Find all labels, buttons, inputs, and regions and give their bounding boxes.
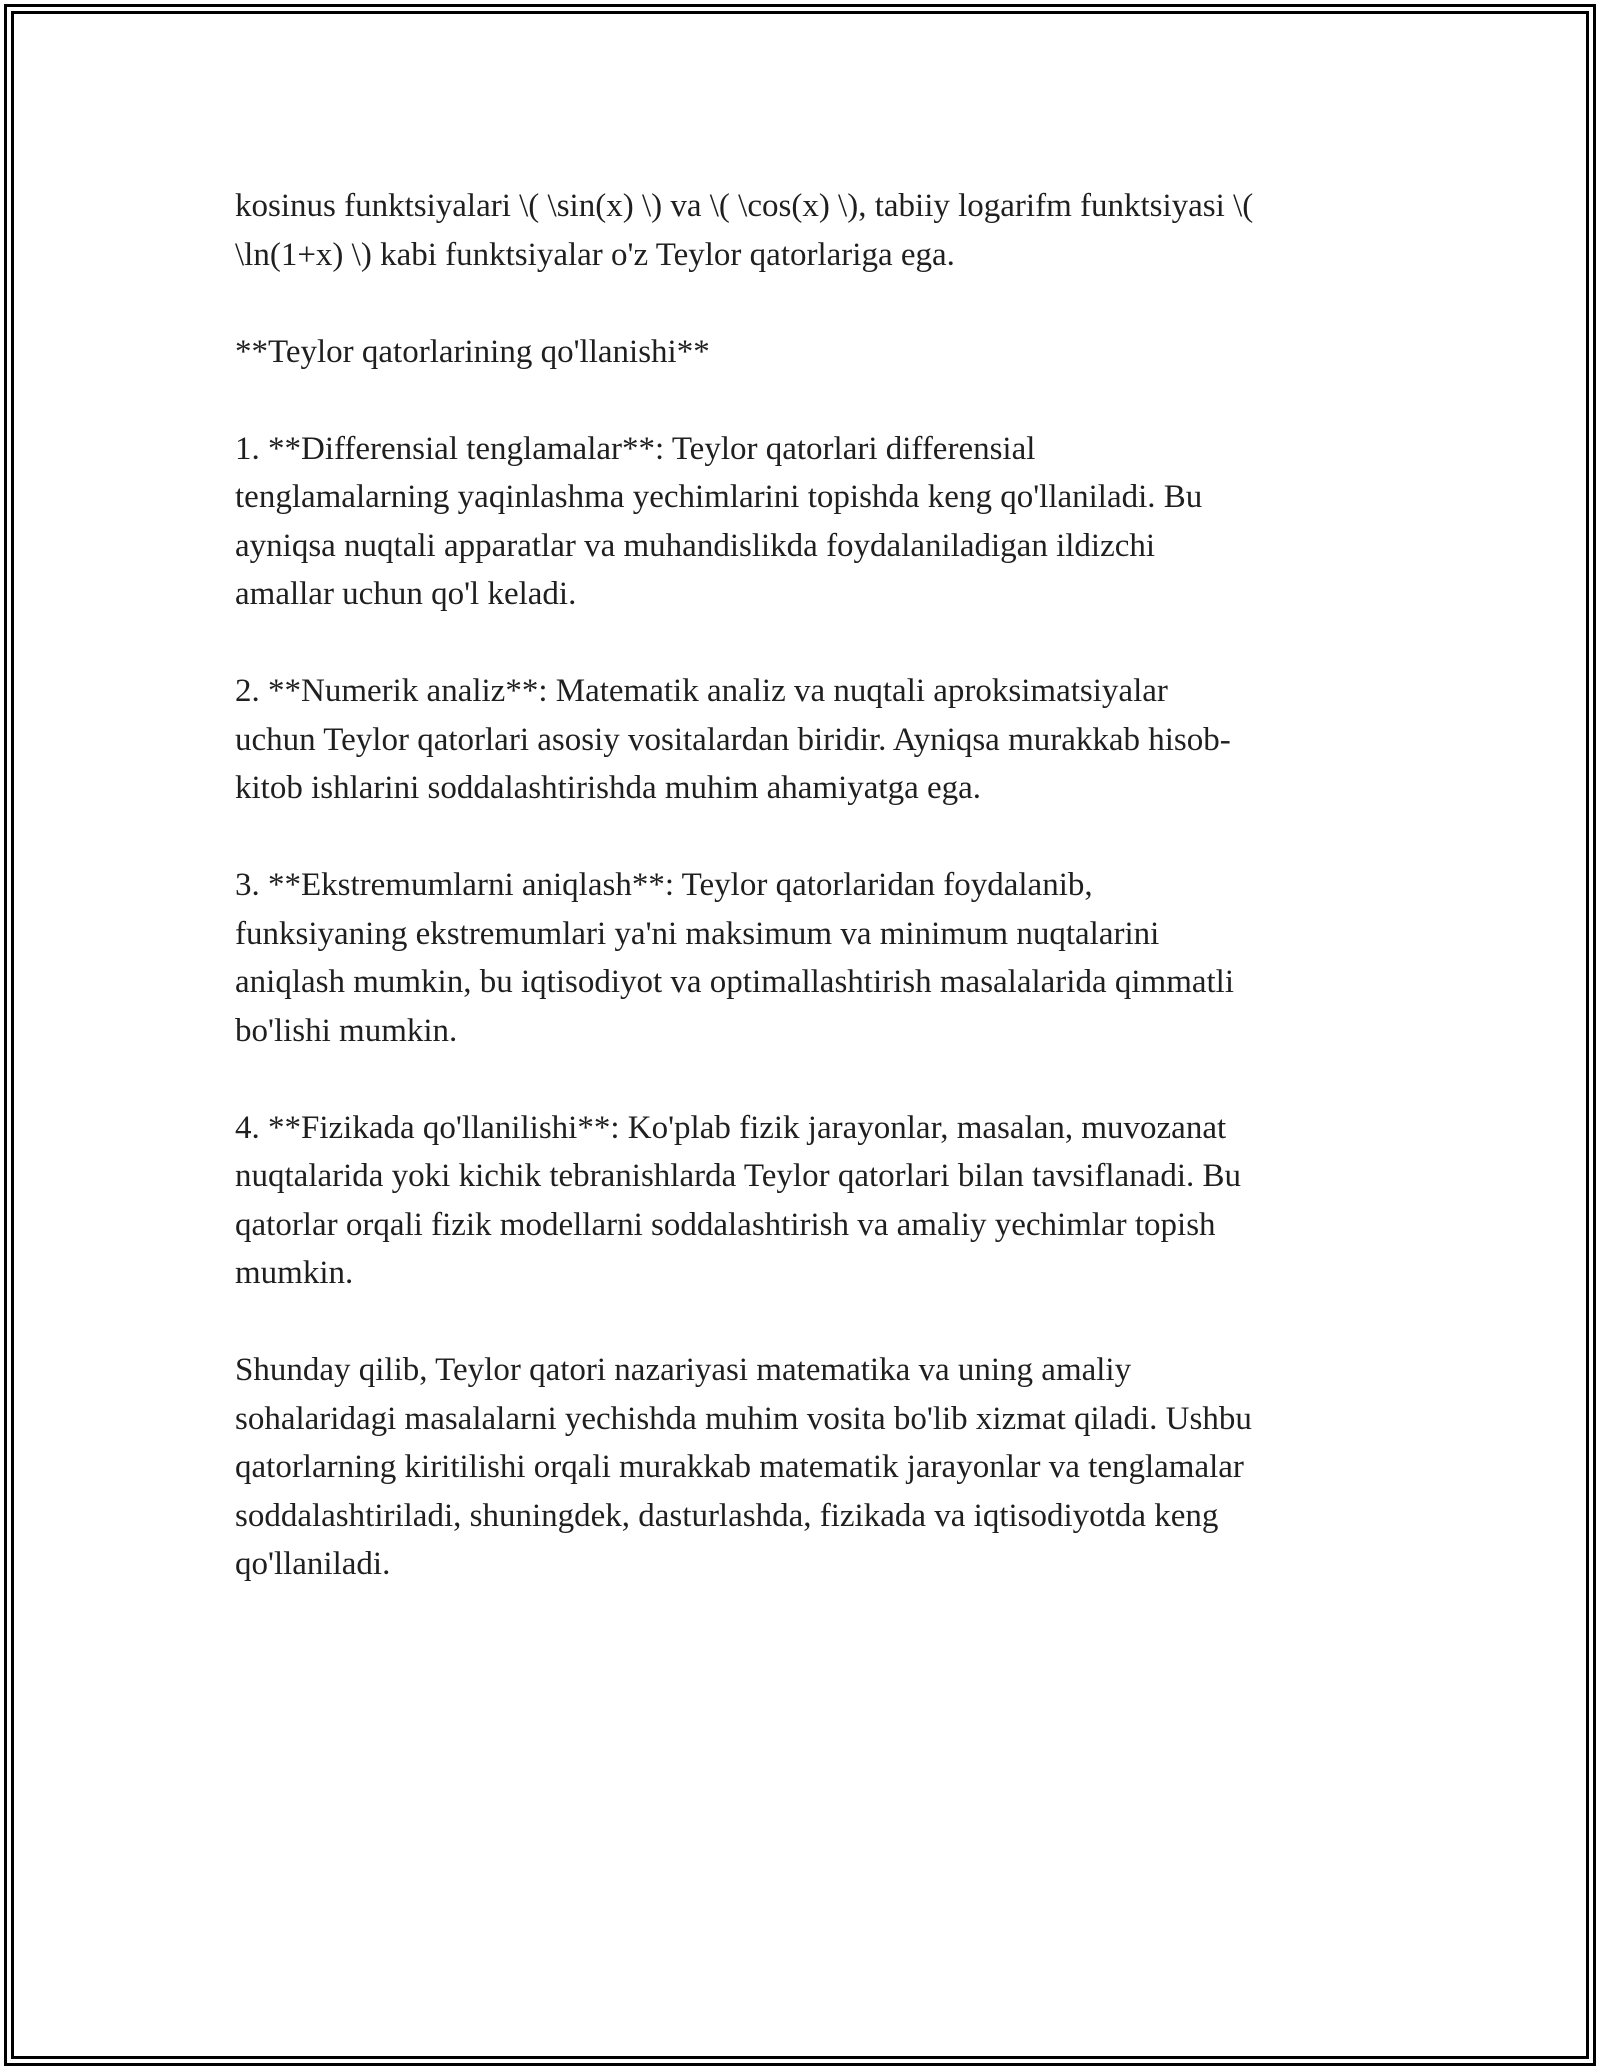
- list-item-numerical-analysis: 2. **Numerik analiz**: Matematik analiz va nuqtali aproksimatsiyalar uchun Teylor qatorlari asosiy vositalardan biridir. Ayniqsa murakkab hisob- kitob ishlarini soddalashtirishda muhim ahamiyatga ega.: [235, 673, 1231, 806]
- list-item-physics: 4. **Fizikada qo'llanilishi**: Ko'plab fizik jarayonlar, masalan, muvozanat nuqtalarida yoki kichik tebranishlarda Teylor qatorlari bilan tavsiflanadi. Bu qatorlar orqali fizik modellarni soddalashtirish va amaliy yechimlar topish mumkin.: [235, 1109, 1242, 1291]
- list-item-extrema: 3. **Ekstremumlarni aniqlash**: Teylor qatorlaridan foydalanib, funksiyaning ekstremumlari ya'ni maksimum va minimum nuqtalarini aniqlash mumkin, bu iqtisodiyot va optimallashtirish masalalarida qimmatli bo'lishi mumkin.: [235, 867, 1235, 1049]
- paragraph-intro-functions: kosinus funktsiyalari \( \sin(x) \) va \( \cos(x) \), tabiiy logarifm funktsiyasi \( \ln(1+x) \) kabi funktsiyalar o'z Teylor qatorlariga ega.: [235, 188, 1254, 273]
- document-body: [235, 182, 1375, 1589]
- list-item-differential-equations: 1. **Differensial tenglamalar**: Teylor qatorlari differensial tenglamalarning yaqinlashma yechimlarini topishda keng qo'llaniladi. Bu ayniqsa nuqtali apparatlar va muhandislikda foydalaniladigan ildizchi amallar uchun qo'l keladi.: [235, 430, 1203, 612]
- section-heading-applications: **Teylor qatorlarining qo'llanishi**: [235, 333, 710, 370]
- paragraph-conclusion: Shunday qilib, Teylor qatori nazariyasi matematika va uning amaliy sohalaridagi masalalarni yechishda muhim vosita bo'lib xizmat qiladi. Ushbu qatorlarning kiritilishi orqali murakkab matematik jarayonlar va tenglamalar soddalashtiriladi, shuningdek, dasturlashda, fizikada va iqtisodiyotda keng qo'llaniladi.: [235, 1352, 1252, 1582]
